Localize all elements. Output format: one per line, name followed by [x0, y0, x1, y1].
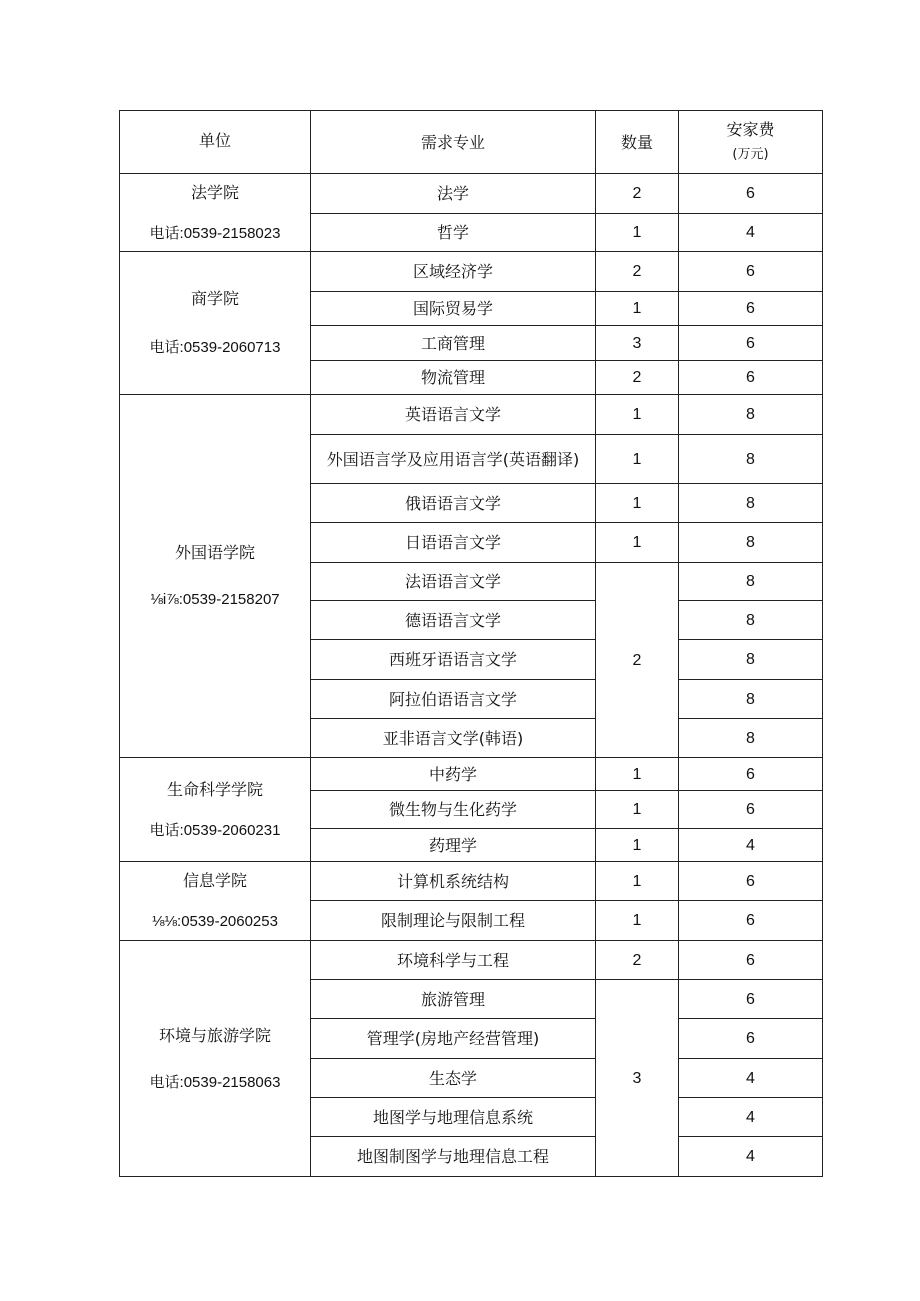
unit-phone: ⅛i⅞:0539-2158207: [150, 591, 280, 608]
major-cell: 西班牙语语言文学: [311, 640, 596, 680]
table-row: [120, 941, 823, 980]
table-row: [120, 174, 823, 214]
count-cell: 1: [596, 523, 679, 563]
fee-cell: 4: [679, 1137, 823, 1177]
table-row: [120, 862, 823, 901]
table-row: [120, 758, 823, 791]
fee-cell: 4: [679, 1098, 823, 1137]
major-cell: 地图制图学与地理信息工程: [311, 1137, 596, 1177]
recruitment-table: [119, 110, 823, 1177]
major-cell: 亚非语言文学(韩语): [311, 719, 596, 758]
fee-cell: 8: [679, 640, 823, 680]
fee-cell: 6: [679, 980, 823, 1019]
fee-cell: 4: [679, 829, 823, 862]
count-cell: 1: [596, 292, 679, 326]
unit-cell: [120, 252, 311, 395]
major-cell: 法学: [311, 174, 596, 214]
unit-name: 商学院: [190, 289, 239, 308]
unit-cell: [120, 758, 311, 862]
major-cell: 俄语语言文学: [311, 484, 596, 523]
major-cell: 管理学(房地产经营管理): [311, 1019, 596, 1059]
unit-name: 生命科学学院: [166, 779, 263, 799]
major-cell: 英语语言文学: [311, 395, 596, 435]
fee-cell: 4: [679, 214, 823, 252]
count-cell: 1: [596, 791, 679, 829]
fee-cell: 6: [679, 862, 823, 901]
count-cell: 2: [596, 361, 679, 395]
count-cell: 3: [596, 326, 679, 361]
table-row: [120, 395, 823, 435]
unit-cell: [120, 941, 311, 1177]
major-cell: 计算机系统结构: [311, 862, 596, 901]
count-cell: 2: [596, 252, 679, 292]
header-count: 数量: [596, 111, 679, 174]
major-cell: 微生物与生化药学: [311, 791, 596, 829]
fee-cell: 6: [679, 292, 823, 326]
header-fee: [679, 111, 823, 174]
fee-cell: 6: [679, 174, 823, 214]
major-cell: 物流管理: [311, 361, 596, 395]
major-cell: 国际贸易学: [311, 292, 596, 326]
fee-cell: 8: [679, 435, 823, 484]
fee-cell: 6: [679, 326, 823, 361]
header-fee-label: 安家费: [726, 120, 775, 139]
major-cell: 环境科学与工程: [311, 941, 596, 980]
header-row: [120, 111, 823, 174]
count-cell: 2: [596, 941, 679, 980]
major-cell: 工商管理: [311, 326, 596, 361]
unit-name: 环境与旅游学院: [158, 1025, 271, 1045]
fee-cell: 4: [679, 1059, 823, 1098]
fee-cell: 6: [679, 791, 823, 829]
major-cell: 旅游管理: [311, 980, 596, 1019]
major-cell: 日语语言文学: [311, 523, 596, 563]
count-cell: 1: [596, 395, 679, 435]
count-cell: 2: [596, 174, 679, 214]
header-major: 需求专业: [311, 111, 596, 174]
header-fee-unit: (万元): [732, 147, 769, 162]
fee-cell: 6: [679, 758, 823, 791]
unit-name: 法学院: [190, 182, 239, 202]
major-cell: 生态学: [311, 1059, 596, 1098]
fee-cell: 6: [679, 252, 823, 292]
count-cell: 1: [596, 214, 679, 252]
fee-cell: 8: [679, 719, 823, 758]
unit-phone: 电话:0539-2060231: [149, 821, 281, 839]
major-cell: 地图学与地理信息系统: [311, 1098, 596, 1137]
fee-cell: 8: [679, 680, 823, 719]
major-cell: 法语语言文学: [311, 563, 596, 601]
count-cell: 2: [596, 563, 679, 758]
fee-cell: 8: [679, 484, 823, 523]
unit-cell: [120, 174, 311, 252]
unit-name: 信息学院: [182, 871, 247, 890]
fee-cell: 8: [679, 523, 823, 563]
major-cell: 哲学: [311, 214, 596, 252]
fee-cell: 6: [679, 1019, 823, 1059]
count-cell: 1: [596, 435, 679, 484]
unit-name: 外国语学院: [174, 543, 255, 562]
unit-phone: 电话:0539-2060713: [149, 339, 281, 356]
table-row: [120, 252, 823, 292]
major-cell: 区域经济学: [311, 252, 596, 292]
unit-phone: 电话:0539-2158023: [149, 224, 281, 242]
count-cell: 1: [596, 829, 679, 862]
major-cell: 德语语言文学: [311, 601, 596, 640]
count-cell: 1: [596, 484, 679, 523]
count-cell: 1: [596, 862, 679, 901]
unit-phone: 电话:0539-2158063: [149, 1073, 281, 1091]
major-cell: 药理学: [311, 829, 596, 862]
major-cell: 限制理论与限制工程: [311, 901, 596, 941]
count-cell: 3: [596, 980, 679, 1177]
fee-cell: 8: [679, 563, 823, 601]
header-unit: 单位: [120, 111, 311, 174]
count-cell: 1: [596, 758, 679, 791]
count-cell: 1: [596, 901, 679, 941]
major-cell: 中药学: [311, 758, 596, 791]
fee-cell: 8: [679, 395, 823, 435]
unit-cell: [120, 395, 311, 758]
unit-cell: [120, 862, 311, 941]
fee-cell: 6: [679, 941, 823, 980]
unit-phone: ⅛⅛:0539-2060253: [152, 913, 278, 930]
fee-cell: 6: [679, 901, 823, 941]
major-cell: 阿拉伯语语言文学: [311, 680, 596, 719]
major-cell: 外国语言学及应用语言学(英语翻译): [311, 435, 596, 484]
fee-cell: 8: [679, 601, 823, 640]
fee-cell: 6: [679, 361, 823, 395]
